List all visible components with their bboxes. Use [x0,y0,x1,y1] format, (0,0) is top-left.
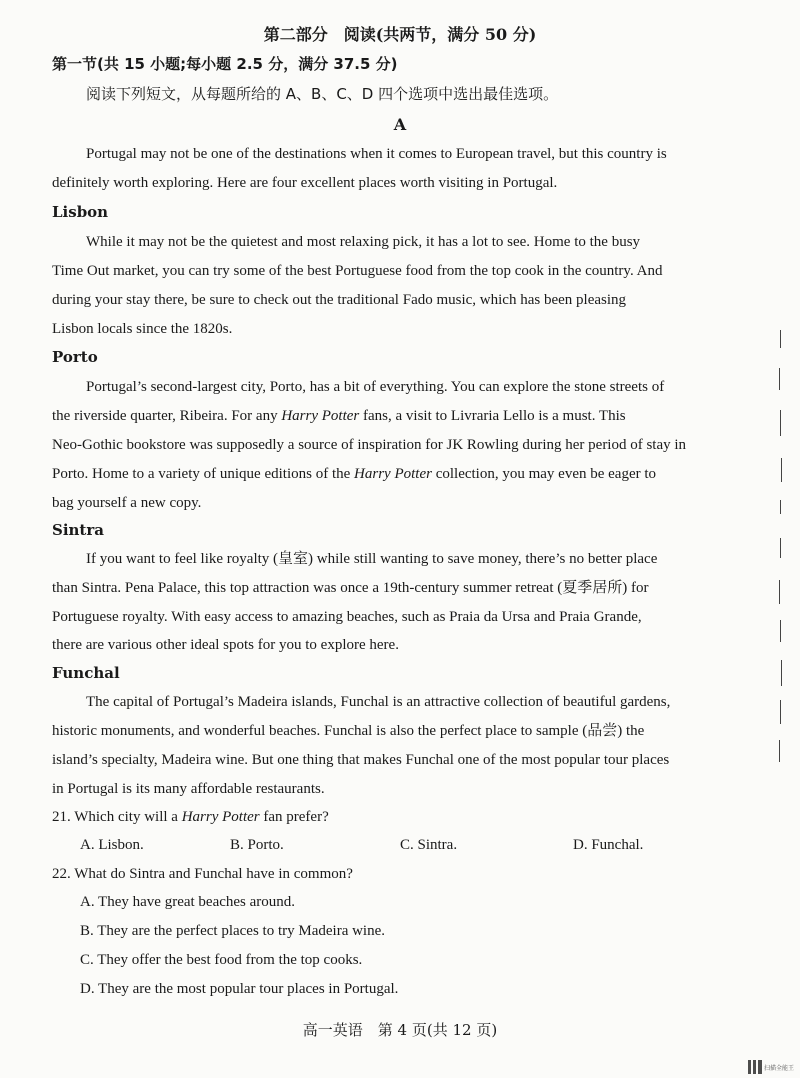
q21-option-a[interactable]: A. Lisbon. [80,837,144,853]
q21-option-d[interactable]: D. Funchal. [573,837,644,853]
heading-funchal: Funchal [52,664,120,682]
lisbon-line-1: While it may not be the quietest and most relaxing pick, it has a lot to see. Home to the busy [86,234,641,250]
qr-code-icon [748,1060,762,1074]
question-22-stem: 22. What do Sintra and Funchal have in common? [52,866,353,882]
q22-option-b[interactable]: B. They are the perfect places to try Madeira wine. [80,923,386,939]
margin-mark [780,620,781,642]
scanner-watermark: 扫描全能王 [764,1065,795,1072]
part-title: 第二部分 阅读(共两节，满分 50 分) [263,25,537,44]
margin-mark [780,330,781,348]
funchal-line-3: island’s specialty, Madeira wine. But one thing that makes Funchal one of the most popular tour places [52,752,670,768]
q21-stem-title: Harry Potter [181,809,260,825]
instruction: 阅读下列短文，从每题所给的 A、B、C、D 四个选项中选出最佳选项。 [86,85,559,103]
section-title: 第一节(共 15 小题;每小题 2.5 分，满分 37.5 分) [52,55,398,73]
heading-sintra: Sintra [52,521,104,539]
lisbon-line-3: during your stay there, be sure to check out the traditional Fado music, which has been pleasing [52,292,627,308]
margin-mark [781,660,782,686]
porto-line-1: Portugal’s second-largest city, Porto, has a bit of everything. You can explore the stone streets of [86,379,665,395]
funchal-line-4: in Portugal is its many affordable restaurants. [52,781,325,797]
intro-line-1: Portugal may not be one of the destinations when it comes to European travel, but this country is [86,146,667,162]
margin-mark [781,458,782,482]
porto-line-4-a: Porto. Home to a variety of unique editions of the [52,466,355,482]
intro-line-2: definitely worth exploring. Here are four excellent places worth visiting in Portugal. [52,175,558,191]
margin-mark [779,580,780,604]
sintra-line-4: there are various other ideal spots for you to explore here. [52,637,399,653]
heading-porto: Porto [52,348,98,366]
margin-mark [780,410,781,436]
q22-option-c[interactable]: C. They offer the best food from the top cooks. [80,952,363,968]
porto-line-2-a: the riverside quarter, Ribeira. For any [52,408,282,424]
binding-margin-marks [774,300,786,780]
porto-line-2-b: fans, a visit to Livraria Lello is a must. This [359,408,626,424]
lisbon-line-4: Lisbon locals since the 1820s. [52,321,233,337]
question-21-stem [52,810,329,825]
margin-mark [779,368,780,390]
sintra-line-3: Portuguese royalty. With easy access to amazing beaches, such as Praia da Ursa and Praia Grande, [52,609,642,625]
q22-option-a[interactable]: A. They have great beaches around. [80,894,296,910]
q21-option-b[interactable]: B. Porto. [230,837,284,853]
margin-mark [780,538,781,558]
heading-lisbon: Lisbon [52,203,109,221]
funchal-line-2: historic monuments, and wonderful beaches. Funchal is also the perfect place to sample (品尝) the [52,723,645,739]
lisbon-line-2: Time Out market, you can try some of the best Portuguese food from the top cook in the country. And [52,263,663,279]
q22-option-d[interactable]: D. They are the most popular tour places in Portugal. [80,981,399,997]
porto-line-4 [52,467,656,482]
page-footer: 高一英语 第 4 页(共 12 页) [302,1021,498,1039]
passage-label: A [393,115,407,134]
porto-line-2 [52,409,626,424]
porto-line-3: Neo-Gothic bookstore was supposedly a source of inspiration for JK Rowling during her period of stay in [52,437,687,453]
funchal-line-1: The capital of Portugal’s Madeira islands, Funchal is an attractive collection of beautiful gardens, [86,694,671,710]
q21-option-c[interactable]: C. Sintra. [400,837,458,853]
sintra-line-1: If you want to feel like royalty (皇室) while still wanting to save money, there’s no better place [86,551,658,567]
q21-stem-b: fan prefer? [259,809,329,825]
porto-line-4-title: Harry Potter [354,466,432,482]
porto-line-4-b: collection, you may even be eager to [431,466,657,482]
margin-mark [779,740,780,762]
margin-mark [780,700,781,724]
q21-stem-a: 21. Which city will a [52,809,182,825]
porto-line-5: bag yourself a new copy. [52,495,202,511]
margin-mark [780,500,781,514]
sintra-line-2: than Sintra. Pena Palace, this top attraction was once a 19th-century summer retreat (夏季居所) for [52,580,649,596]
porto-line-2-title: Harry Potter [281,408,360,424]
